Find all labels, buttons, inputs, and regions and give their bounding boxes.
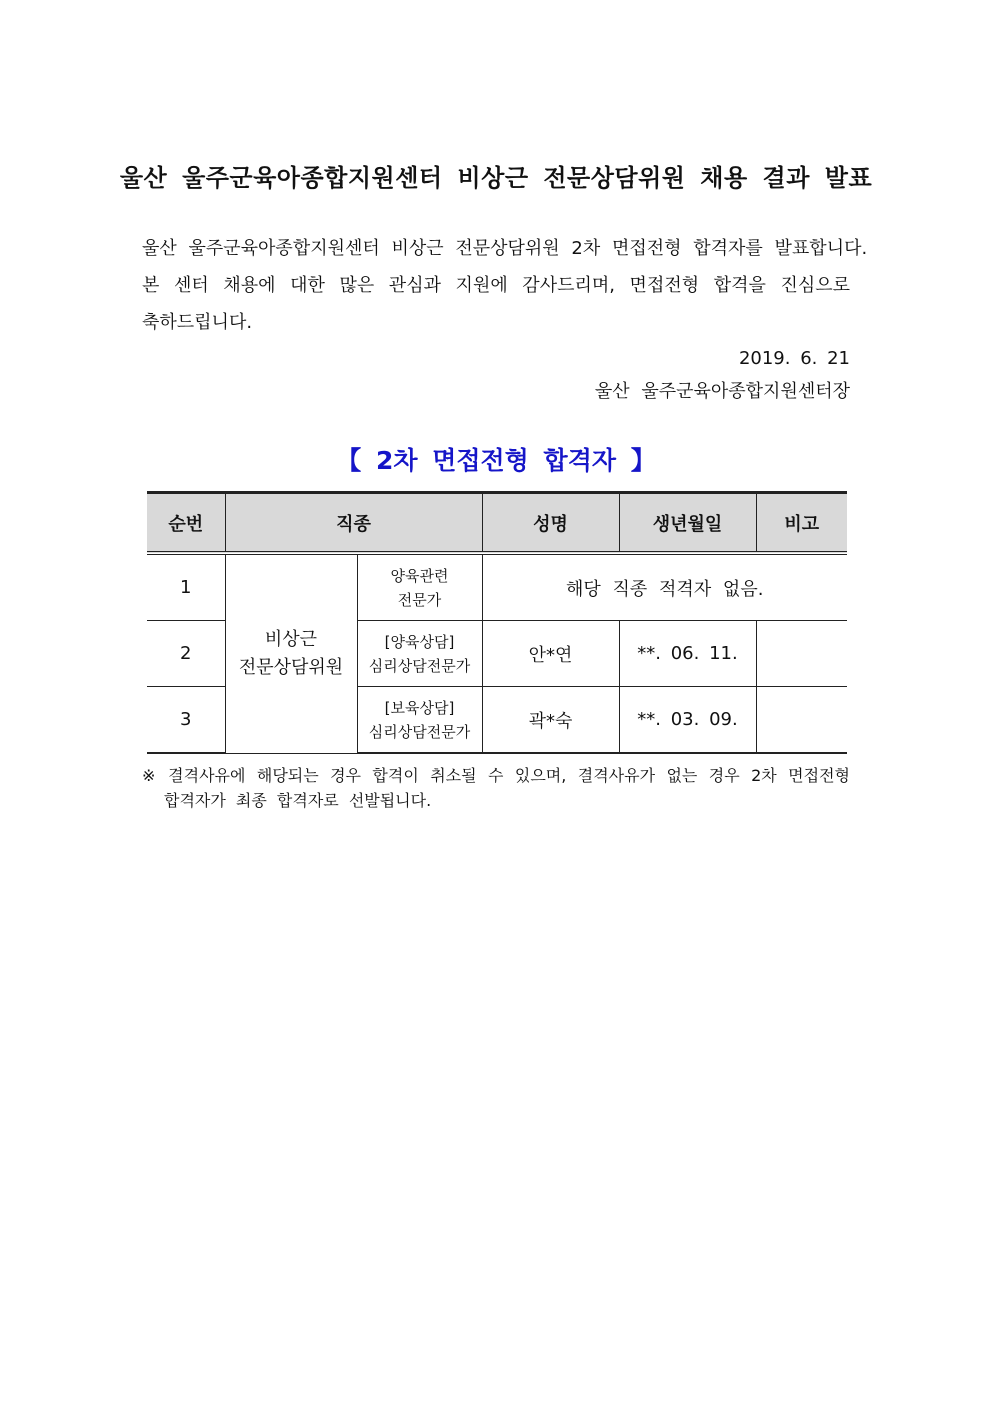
job-category-line: 비상근 — [264, 628, 318, 650]
job-subtype-line: [보육상담] — [384, 698, 455, 717]
candidate-birth: **. 03. 09. — [619, 687, 756, 754]
results-table — [147, 491, 847, 754]
intro-line: 축하드립니다. — [142, 312, 253, 333]
row-no: 2 — [147, 621, 225, 687]
job-subtype-line: 심리상담전문가 — [368, 722, 471, 741]
job-category — [225, 553, 357, 753]
candidate-name: 안*연 — [482, 621, 619, 687]
section-title: 【 2차 면접전형 합격자 】 — [336, 446, 656, 475]
candidate-name: 곽*숙 — [482, 687, 619, 754]
row-no: 1 — [147, 553, 225, 621]
header-no: 순번 — [147, 493, 225, 554]
intro-paragraph — [142, 230, 868, 341]
job-subtype-line: 심리상담전문가 — [368, 656, 471, 675]
job-category-line: 전문상담위원 — [238, 656, 344, 678]
table-header-row — [147, 493, 847, 554]
row-no: 3 — [147, 687, 225, 754]
job-subtype-line: 전문가 — [397, 590, 442, 609]
header-name: 성명 — [482, 493, 619, 554]
candidate-remark — [756, 621, 847, 687]
document-title: 울산 울주군육아종합지원센터 비상근 전문상담위원 채용 결과 발표 — [119, 164, 873, 192]
header-remark: 비고 — [756, 493, 847, 554]
intro-line: 본 센터 채용에 대한 많은 관심과 지원에 감사드리며, 면접전형 합격을 진심으로 — [142, 275, 850, 296]
header-job: 직종 — [225, 493, 482, 554]
signer: 울산 울주군육아종합지원센터장 — [594, 381, 850, 402]
job-subtype — [357, 553, 482, 621]
no-candidate-note: 해당 직종 적격자 없음. — [482, 553, 847, 621]
job-subtype — [357, 621, 482, 687]
candidate-birth: **. 06. 11. — [619, 621, 756, 687]
header-birth: 생년월일 — [619, 493, 756, 554]
job-subtype — [357, 687, 482, 754]
candidate-remark — [756, 687, 847, 754]
job-subtype-line: 양육관련 — [390, 566, 449, 585]
footnote — [142, 763, 850, 813]
footnote-line: 합격자가 최종 합격자로 선발됩니다. — [164, 791, 432, 810]
job-subtype-line: [양육상담] — [384, 632, 455, 651]
announcement-date: 2019. 6. 21 — [738, 348, 850, 369]
footnote-line: ※ 결격사유에 해당되는 경우 합격이 취소될 수 있으며, 결격사유가 없는 경우 2차 면접전형 — [142, 766, 850, 785]
intro-line: 울산 울주군육아종합지원센터 비상근 전문상담위원 2차 면접전형 합격자를 발표합니다. — [142, 238, 868, 259]
table-row — [147, 553, 847, 621]
